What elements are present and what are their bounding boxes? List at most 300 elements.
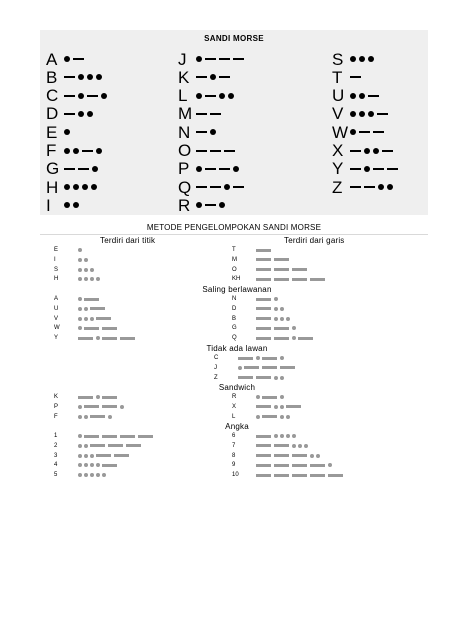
morse-dot (78, 415, 82, 419)
grouping-code (78, 248, 84, 252)
morse-dot (368, 56, 374, 62)
morse-dot (90, 277, 94, 281)
morse-dot (292, 434, 296, 438)
grouping-code (78, 326, 120, 330)
morse-dash (256, 317, 271, 320)
morse-dot (368, 111, 374, 117)
grouping-code (78, 405, 126, 409)
morse-dot (96, 74, 102, 80)
morse-dash (310, 278, 325, 281)
grouping-label: 5 (54, 472, 58, 479)
morse-dot (292, 444, 296, 448)
morse-letter: Y (332, 159, 344, 179)
grouping-label: A (54, 296, 59, 302)
morse-dash (364, 186, 375, 188)
morse-dot (228, 93, 234, 99)
grouping-code (78, 307, 108, 311)
morse-dash (210, 113, 221, 115)
morse-dash (205, 95, 216, 97)
morse-letter-row (332, 50, 377, 68)
grouping-row (232, 255, 292, 265)
heading-opposites: Saling berlawanan (202, 285, 272, 294)
morse-letter: T (332, 67, 343, 87)
morse-letter: Z (332, 177, 343, 197)
grouping-row (54, 274, 102, 284)
morse-letter: C (46, 86, 59, 106)
morse-dot (350, 129, 356, 135)
morse-dot (359, 56, 365, 62)
morse-dot (280, 356, 284, 360)
morse-letter-row (178, 123, 219, 141)
morse-dot (73, 148, 79, 154)
morse-dot (292, 326, 296, 330)
morse-letter-row (178, 142, 238, 160)
morse-dot (82, 184, 88, 190)
morse-dot (84, 258, 88, 262)
morse-letter: A (46, 49, 58, 69)
morse-dot (378, 184, 384, 190)
morse-letter: L (178, 86, 188, 106)
morse-dash (196, 186, 207, 188)
morse-dot (359, 93, 365, 99)
grouping-row (54, 451, 132, 461)
morse-dot (96, 148, 102, 154)
morse-letter: U (332, 86, 345, 106)
grouping-label: 1 (54, 433, 58, 439)
morse-dash (210, 150, 221, 152)
morse-dash (64, 76, 75, 78)
morse-dot (364, 166, 370, 172)
morse-dot (84, 454, 88, 458)
morse-dash (64, 95, 75, 97)
grouping-label: S (54, 266, 59, 273)
morse-dot (90, 268, 94, 272)
morse-dash (274, 327, 289, 330)
morse-dot (84, 463, 88, 467)
morse-dot (78, 454, 82, 458)
morse-dot (78, 111, 84, 117)
morse-dash (205, 204, 216, 206)
morse-dot (84, 415, 88, 419)
morse-code (64, 129, 73, 135)
morse-dot (73, 202, 79, 208)
morse-dot (280, 317, 284, 321)
morse-dash (120, 435, 135, 438)
morse-dash (96, 454, 111, 457)
morse-dot (64, 56, 70, 62)
morse-dot (84, 277, 88, 281)
morse-dash (87, 95, 98, 97)
morse-dot (96, 277, 100, 281)
morse-dot (274, 405, 278, 409)
morse-dash (256, 249, 271, 252)
morse-dot (286, 434, 290, 438)
morse-letter: K (178, 67, 190, 87)
morse-dot (280, 395, 284, 399)
grouping-label: Y (54, 335, 59, 342)
morse-dash (224, 150, 235, 152)
morse-letter-row (178, 68, 233, 86)
morse-letter-row (332, 87, 382, 105)
grouping-code (256, 454, 322, 458)
morse-dot (78, 444, 82, 448)
morse-dot (280, 434, 284, 438)
morse-dot (238, 366, 242, 370)
morse-dot (84, 444, 88, 448)
morse-dot (78, 268, 82, 272)
morse-dash (90, 415, 105, 418)
morse-letter-row (46, 105, 96, 123)
grouping-label: D (232, 305, 237, 312)
morse-dash (78, 396, 93, 399)
morse-dot (64, 202, 70, 208)
grouping-row (54, 470, 108, 480)
grouping-row (214, 353, 286, 363)
morse-dash (196, 150, 207, 152)
grouping-label: G (232, 325, 237, 332)
grouping-row (232, 460, 334, 470)
grouping-row (54, 255, 90, 265)
grouping-row (232, 412, 292, 422)
morse-dot (224, 184, 230, 190)
morse-code (196, 166, 242, 172)
morse-letter-row (178, 160, 242, 178)
morse-letter-row (332, 178, 396, 196)
morse-dot (90, 473, 94, 477)
morse-code (196, 113, 224, 115)
morse-letter: V (332, 104, 344, 124)
morse-dot (84, 307, 88, 311)
morse-dot (196, 166, 202, 172)
morse-dash (102, 464, 117, 467)
morse-dot (64, 184, 70, 190)
morse-dash (256, 278, 271, 281)
grouping-code (256, 278, 328, 281)
morse-dot (84, 473, 88, 477)
morse-dot (84, 268, 88, 272)
morse-dot (274, 297, 278, 301)
morse-code (350, 76, 364, 78)
morse-code (64, 166, 101, 172)
morse-letter-row (332, 142, 396, 160)
morse-dot (364, 148, 370, 154)
morse-dash (196, 76, 207, 78)
grouping-label: 6 (232, 433, 236, 439)
morse-letter: S (332, 49, 344, 69)
morse-dash (126, 444, 141, 447)
morse-dot (256, 415, 260, 419)
morse-dot (286, 317, 290, 321)
morse-dash (274, 474, 289, 477)
morse-dash (274, 444, 289, 447)
morse-dot (359, 111, 365, 117)
morse-dash (262, 396, 277, 399)
morse-dash (274, 464, 289, 467)
grouping-code (78, 268, 96, 272)
grouping-method-title: METODE PENGELOMPOKAN SANDI MORSE (146, 223, 322, 232)
morse-dash (73, 58, 84, 60)
morse-dash (256, 307, 271, 310)
grouping-row (232, 245, 274, 255)
morse-dot (102, 473, 106, 477)
grouping-label: B (232, 315, 237, 322)
morse-dot (101, 93, 107, 99)
morse-dot (90, 317, 94, 321)
morse-dash (256, 405, 271, 408)
grouping-code (256, 307, 286, 311)
grouping-row (214, 373, 286, 383)
morse-dot (87, 111, 93, 117)
morse-dot (96, 395, 100, 399)
morse-code (64, 74, 105, 80)
morse-dash (219, 58, 230, 60)
grouping-label: T (232, 247, 236, 253)
morse-dash (286, 405, 301, 408)
morse-letter: R (178, 195, 191, 215)
morse-dot (350, 111, 356, 117)
morse-code (196, 56, 247, 62)
morse-dash (256, 435, 271, 438)
grouping-row (54, 402, 126, 412)
morse-dash (78, 168, 89, 170)
morse-dash (256, 474, 271, 477)
morse-dash (368, 95, 379, 97)
morse-dash (256, 258, 271, 261)
grouping-row (54, 441, 144, 451)
grouping-code (78, 434, 156, 438)
grouping-row (54, 304, 108, 314)
grouping-label: H (54, 276, 59, 283)
grouping-code (238, 366, 298, 370)
morse-dash (102, 337, 117, 340)
morse-code (350, 184, 396, 190)
morse-dash (90, 307, 105, 310)
morse-dot (64, 148, 70, 154)
grouping-row (232, 323, 298, 333)
morse-dash (373, 131, 384, 133)
grouping-code (256, 258, 292, 261)
grouping-code (256, 268, 310, 271)
morse-dash (298, 337, 313, 340)
morse-dash (138, 435, 153, 438)
morse-dot (78, 297, 82, 301)
grouping-label: U (54, 305, 59, 312)
morse-dash (233, 58, 244, 60)
morse-letter-row (332, 160, 401, 178)
morse-dash (292, 464, 307, 467)
morse-dash (387, 168, 398, 170)
grouping-label: 7 (232, 442, 236, 449)
morse-letter: B (46, 67, 58, 87)
grouping-code (238, 356, 286, 360)
morse-code (64, 56, 87, 62)
morse-dash (64, 113, 75, 115)
morse-dot (387, 184, 393, 190)
grouping-row (232, 441, 310, 451)
grouping-label: 3 (54, 452, 58, 459)
morse-letter-row (332, 68, 364, 86)
grouping-label: O (232, 266, 237, 273)
morse-dash (102, 327, 117, 330)
morse-dot (256, 395, 260, 399)
morse-dot (219, 93, 225, 99)
morse-letter: D (46, 104, 59, 124)
grouping-code (78, 454, 132, 458)
grouping-row (54, 412, 114, 422)
grouping-row (232, 402, 304, 412)
morse-code (196, 150, 238, 152)
morse-code (350, 148, 396, 154)
morse-dot (316, 454, 320, 458)
morse-letter: F (46, 141, 57, 160)
morse-dash (238, 357, 253, 360)
morse-dot (120, 405, 124, 409)
morse-dash (108, 444, 123, 447)
morse-letter: Q (178, 177, 192, 197)
morse-dash (256, 298, 271, 301)
morse-dot (280, 376, 284, 380)
morse-letter: X (332, 141, 344, 160)
morse-dot (78, 434, 82, 438)
morse-dash (382, 150, 393, 152)
morse-dash (102, 435, 117, 438)
morse-code (64, 148, 105, 154)
morse-dash (196, 113, 207, 115)
morse-dot (92, 166, 98, 172)
morse-code (64, 202, 82, 208)
morse-dash (256, 376, 271, 379)
morse-dot (91, 184, 97, 190)
grouping-label: R (232, 394, 237, 400)
morse-dot (274, 376, 278, 380)
morse-dot (84, 317, 88, 321)
grouping-code (256, 415, 292, 419)
grouping-label: M (232, 256, 237, 263)
morse-dash (90, 444, 105, 447)
grouping-code (256, 297, 280, 301)
grouping-row (54, 294, 102, 304)
morse-dash (256, 268, 271, 271)
heading-sandwich: Sandwich (218, 383, 256, 392)
morse-letter: J (178, 49, 187, 69)
morse-dot (210, 74, 216, 80)
morse-dash (328, 474, 343, 477)
morse-letter-row (46, 50, 87, 68)
morse-chart-title: SANDI MORSE (204, 34, 264, 43)
morse-letter-row (46, 178, 100, 196)
morse-code (196, 74, 233, 80)
morse-letter-row (46, 68, 105, 86)
morse-letter: N (178, 122, 191, 142)
grouping-label: 2 (54, 442, 58, 449)
grouping-label: Q (232, 335, 237, 342)
morse-dot (78, 326, 82, 330)
grouping-row (232, 333, 316, 343)
morse-dash (84, 327, 99, 330)
grouping-code (78, 444, 144, 448)
title-underline (40, 234, 428, 235)
grouping-code (78, 317, 114, 321)
grouping-label: J (214, 364, 217, 371)
morse-dot (373, 148, 379, 154)
morse-letter-row (332, 105, 391, 123)
morse-letter-row (178, 196, 228, 214)
grouping-row (54, 314, 114, 324)
morse-dash (262, 366, 277, 369)
morse-dash (377, 113, 388, 115)
morse-code (196, 129, 219, 135)
morse-code (196, 184, 247, 190)
morse-dash (274, 268, 289, 271)
morse-dash (114, 454, 129, 457)
grouping-code (78, 277, 102, 281)
morse-letter: G (46, 159, 60, 179)
grouping-label: V (54, 315, 59, 322)
morse-letter-row (46, 196, 82, 214)
morse-dash (205, 168, 216, 170)
morse-letter-row (178, 105, 224, 123)
morse-dot (96, 463, 100, 467)
heading-numbers: Angka (225, 422, 249, 431)
grouping-row (54, 245, 84, 255)
morse-dash (350, 76, 361, 78)
morse-dot (274, 434, 278, 438)
grouping-row (54, 392, 120, 402)
heading-dashes-only: Terdiri dari garis (284, 236, 345, 245)
morse-dot (310, 454, 314, 458)
morse-dot (78, 93, 84, 99)
grouping-row (54, 431, 156, 441)
morse-dash (64, 168, 75, 170)
grouping-label: KH (232, 276, 241, 283)
morse-dash (78, 337, 93, 340)
grouping-row (232, 294, 280, 304)
morse-letter-row (332, 123, 387, 141)
morse-code (350, 56, 377, 62)
morse-dash (238, 376, 253, 379)
morse-dash (102, 405, 117, 408)
grouping-code (256, 474, 346, 477)
morse-dash (256, 464, 271, 467)
morse-code (350, 111, 391, 117)
morse-dot (280, 307, 284, 311)
grouping-label: W (54, 325, 60, 332)
heading-dots-only: Terdiri dari titik (100, 236, 156, 245)
morse-dot (280, 405, 284, 409)
morse-letter-row (46, 142, 105, 160)
morse-dot (274, 307, 278, 311)
morse-letter-row (178, 178, 247, 196)
morse-letter-row (46, 87, 110, 105)
grouping-label: F (54, 413, 58, 420)
morse-dot (78, 317, 82, 321)
morse-dash (280, 366, 295, 369)
morse-letter: I (46, 195, 51, 215)
morse-dot (78, 74, 84, 80)
morse-dot (73, 184, 79, 190)
morse-dot (280, 415, 284, 419)
morse-code (196, 93, 237, 99)
grouping-code (78, 336, 138, 340)
grouping-label: 10 (232, 472, 239, 479)
grouping-label: Z (214, 374, 218, 381)
morse-dot (350, 56, 356, 62)
morse-dot (78, 248, 82, 252)
morse-dot (96, 473, 100, 477)
morse-code (350, 129, 387, 135)
grouping-code (78, 415, 114, 419)
morse-code (64, 93, 110, 99)
